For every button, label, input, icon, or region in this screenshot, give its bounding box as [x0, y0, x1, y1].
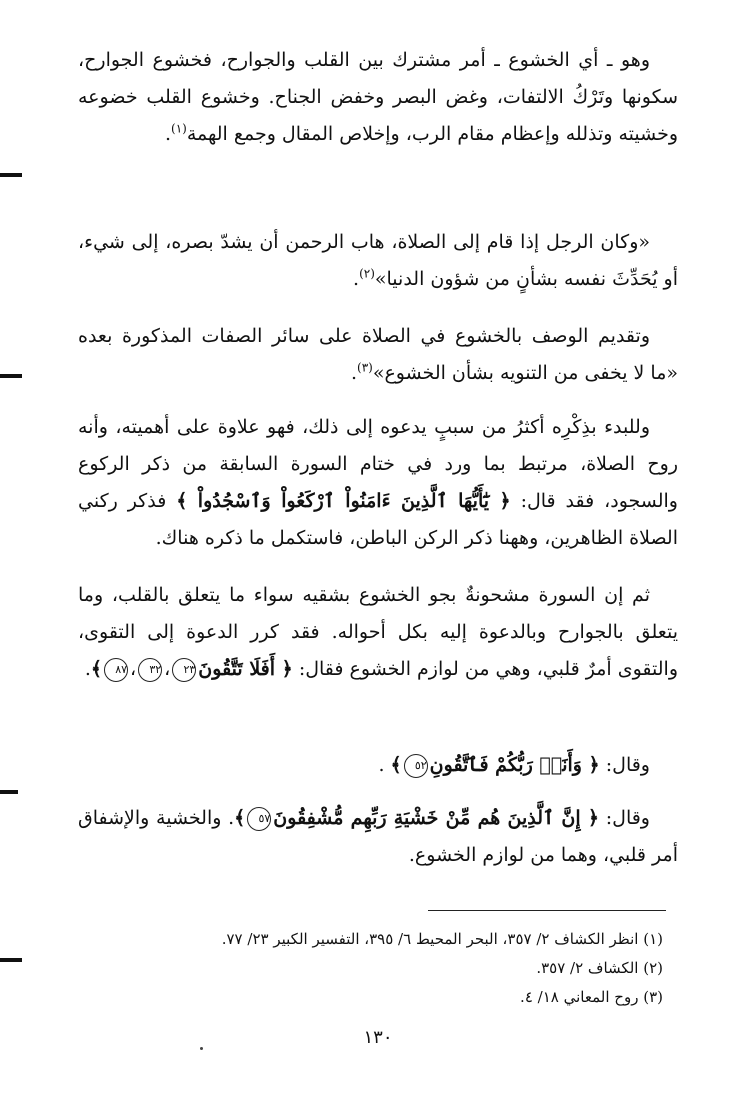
ayah-number-87-icon: ٨٧ [104, 658, 128, 682]
paragraph-6-before: وقال: [605, 754, 650, 776]
footnotes [78, 925, 663, 1012]
scan-edge-mark [0, 958, 22, 962]
paragraph-4-after: فذكر ركني الصلاة الظاهرين، وههنا ذكر الركن الباطن، فاستكمل ما ذكره هناك. [78, 490, 678, 549]
quran-verse-4-close: ﴾ [234, 807, 246, 829]
paragraph-7 [78, 800, 678, 874]
quran-verse-1: ﴿ يَٰٓأَيُّهَا ٱلَّذِينَ ءَامَنُواْ ٱرْكَعُواْ وَٱسْجُدُواْ ﴾ [176, 490, 511, 512]
scan-speck [200, 1047, 203, 1050]
footnote-2: (٢) الكشاف ٢/ ٣٥٧. [536, 959, 663, 977]
paragraph-3 [78, 318, 678, 392]
footnote-ref-2: (٢) [359, 266, 375, 281]
ayah-number-52-icon: ٥٢ [404, 754, 428, 778]
paragraph-1-end: . [164, 123, 171, 145]
paragraph-7-after: . والخشية والإشفاق أمر قلبي، وهما من لوازم الخشوع. [78, 807, 678, 866]
footnote-ref-3: (٣) [357, 360, 373, 375]
scan-edge-mark [0, 790, 18, 794]
ayah-number-32-icon: ٣٢ [138, 658, 162, 682]
paragraph-5-before: ثم إن السورة مشحونةٌ بجو الخشوع بشقيه سواء ما يتعلق بالقلب، وما يتعلق بالجوارح وبالدعوة إليه بكل أحواله. فقد كرر الدعوة إلى التقوى، والتقوى أمرٌ قلبي، وهي من لوازم الخشوع فقال: [78, 584, 678, 680]
ayah-number-57-icon: ٥٧ [247, 807, 271, 831]
verse-separator: ، [130, 658, 137, 680]
paragraph-1 [78, 42, 678, 153]
paragraph-2-text: «وكان الرجل إذا قام إلى الصلاة، هاب الرحمن أن يشدّ بصره، إلى شيء، أو يُحَدِّثَ نفسه بشأنٍ من شؤون الدنيا» [78, 231, 678, 290]
paragraph-2 [78, 224, 678, 298]
paragraph-5-end: . [84, 658, 91, 680]
quran-verse-2-close: ﴾ [90, 658, 103, 680]
paragraph-2-end: . [353, 268, 360, 290]
footnote-1: (١) انظر الكشاف ٢/ ٣٥٧، البحر المحيط ٦/ ٣٩٥، التفسير الكبير ٢٣/ ٧٧. [221, 930, 663, 948]
quran-verse-3: ﴿ وَأَنَا۠ رَبُّكُمْ فَٱتَّقُونِ [429, 754, 600, 776]
quran-verse-3-close: ﴾ [390, 754, 402, 776]
footnote-3: (٣) روح المعاني ١٨/ ٤. [520, 988, 663, 1006]
paragraph-1-text: وهو ـ أي الخشوع ـ أمر مشترك بين القلب والجوارح، فخشوع الجوارح، سكونها وتَرْكُ الالتفات، وغض البصر وخفض الجناح. وخشوع القلب خضوعه وخشيته وتذلله وإعظام مقام الرب، وإخلاص المقال وجمع الهمة [78, 49, 678, 145]
paragraph-3-text: وتقديم الوصف بالخشوع في الصلاة على سائر الصفات المذكورة بعده «ما لا يخفى من التنويه بشأن الخشوع» [78, 325, 678, 384]
paragraph-6 [78, 747, 678, 784]
quran-verse-4: ﴿ إِنَّ ٱلَّذِينَ هُم مِّنْ خَشْيَةِ رَبِّهِم مُّشْفِقُونَ [273, 807, 600, 829]
verse-separator: ، [164, 658, 171, 680]
quran-verse-2: ﴿ أَفَلَا تَتَّقُونَ [198, 658, 293, 680]
paragraph-6-end: . [378, 754, 385, 776]
paragraph-4 [78, 409, 678, 557]
page-number: ١٣٠ [363, 1027, 393, 1048]
paragraph-4-before: وللبدء بذِكْرِه أكثرُ من سببٍ يدعوه إلى ذلك، فهو علاوة على أهميته، وأنه روح الصلاة، مرتبط بما ورد في ختام السورة السابقة من ذكر الركوع والسجود، فقد قال: [78, 416, 678, 512]
scan-edge-mark [0, 173, 22, 177]
footnote-ref-1: (١) [171, 121, 187, 136]
scan-edge-mark [0, 374, 22, 378]
paragraph-7-before: وقال: [605, 807, 650, 829]
paragraph-5 [78, 577, 678, 688]
footnote-divider [428, 910, 666, 911]
paragraph-3-end: . [350, 362, 357, 384]
ayah-number-23-icon: ٢٣ [172, 658, 196, 682]
